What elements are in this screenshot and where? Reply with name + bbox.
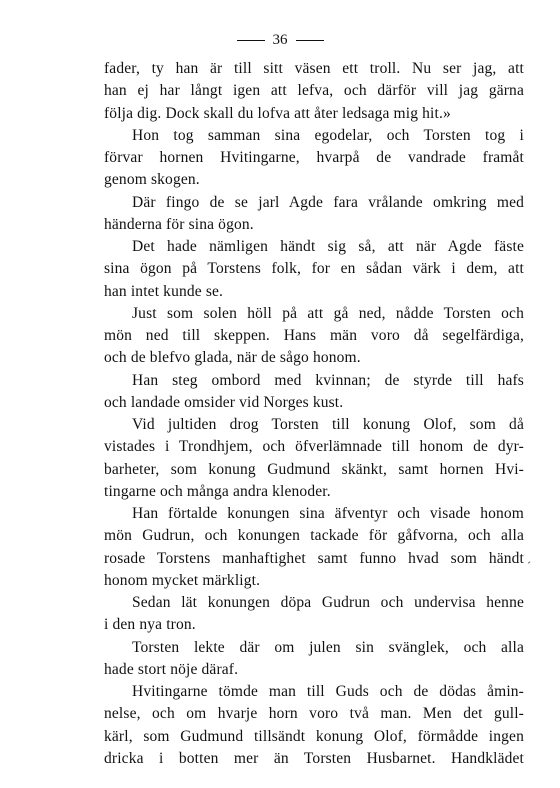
page-number: 36 bbox=[272, 32, 288, 48]
text-line: vistades i Trondhjem, och öfverlämnade till honom de dyr- bbox=[104, 438, 524, 456]
text-line: Torsten lekte där om julen sin svänglek, och alla bbox=[132, 638, 524, 656]
header-rule-right bbox=[296, 40, 324, 41]
text-line: och de blefvo glada, när de sågo honom. bbox=[104, 349, 361, 367]
text-line: kärl, som Gudmund tillsändt konung Olof, förmådde ingen bbox=[104, 727, 524, 745]
text-line: honom mycket märkligt. bbox=[104, 571, 261, 589]
text-line: han intet kunde se. bbox=[104, 282, 224, 300]
text-line: Hvitingarne tömde man till Guds och de dödas åmin- bbox=[132, 683, 524, 700]
text-line: Där fingo de se jarl Agde fara vrålande omkring med bbox=[132, 193, 524, 211]
body-text bbox=[104, 58, 524, 770]
text-line: dricka i botten mer än Torsten Husbarnet. Handklädet bbox=[104, 749, 524, 767]
text-line: tingarne och många andra klenoder. bbox=[104, 482, 331, 500]
text-line: nelse, och om hvarje horn voro två man. Men det gull- bbox=[104, 705, 524, 723]
text-line: Hon tog samman sina egodelar, och Torsten tog i bbox=[132, 126, 524, 144]
text-line: mön ned till skeppen. Hans män voro då segelfärdiga, bbox=[104, 327, 524, 344]
text-line: han ej har långt igen att lefva, och därför vill jag gärna bbox=[104, 82, 524, 100]
text-line: Han steg ombord med kvinnan; de styrde till hafs bbox=[132, 371, 524, 389]
text-line: förvar hornen Hvitingarne, hvarpå de vandrade framåt bbox=[104, 149, 524, 166]
text-line: Det hade nämligen händt sig så, att när Agde fäste bbox=[132, 238, 524, 255]
text-line: Vid jultiden drog Torsten till konung Olof, som då bbox=[132, 416, 524, 433]
text-line: genom skogen. bbox=[104, 171, 200, 189]
text-line: händerna för sina ögon. bbox=[104, 215, 254, 233]
header-rule-left bbox=[237, 40, 265, 41]
text-line: Just som solen höll på att gå ned, nådde Torsten och bbox=[132, 304, 524, 322]
text-line: följa dig. Dock skall du lofva att åter ledsaga mig hit.» bbox=[104, 104, 451, 122]
text-line: fader, ty han är till sitt väsen ett troll. Nu ser jag, att bbox=[104, 60, 524, 77]
text-line: barheter, som konung Gudmund skänkt, samt hornen Hvi- bbox=[104, 460, 524, 478]
text-line: hade stort nöje däraf. bbox=[104, 660, 239, 678]
text-line: Han förtalde konungen sina äfventyr och visade honom bbox=[132, 505, 524, 522]
text-line: sina ögon på Torstens folk, for en sådan värk i dem, att bbox=[104, 260, 524, 278]
text-line: mön Gudrun, och konungen tackade för gåfvorna, och alla bbox=[104, 527, 524, 545]
text-line: Sedan lät konungen döpa Gudrun och undervisa henne bbox=[132, 594, 524, 611]
text-line: i den nya tron. bbox=[104, 616, 196, 634]
margin-mark: ´ bbox=[527, 559, 531, 573]
text-line: och landade omsider vid Norges kust. bbox=[104, 393, 344, 411]
text-line: rosade Torstens manhaftighet samt funno hvad som händt bbox=[104, 549, 524, 567]
page-header bbox=[0, 30, 560, 50]
